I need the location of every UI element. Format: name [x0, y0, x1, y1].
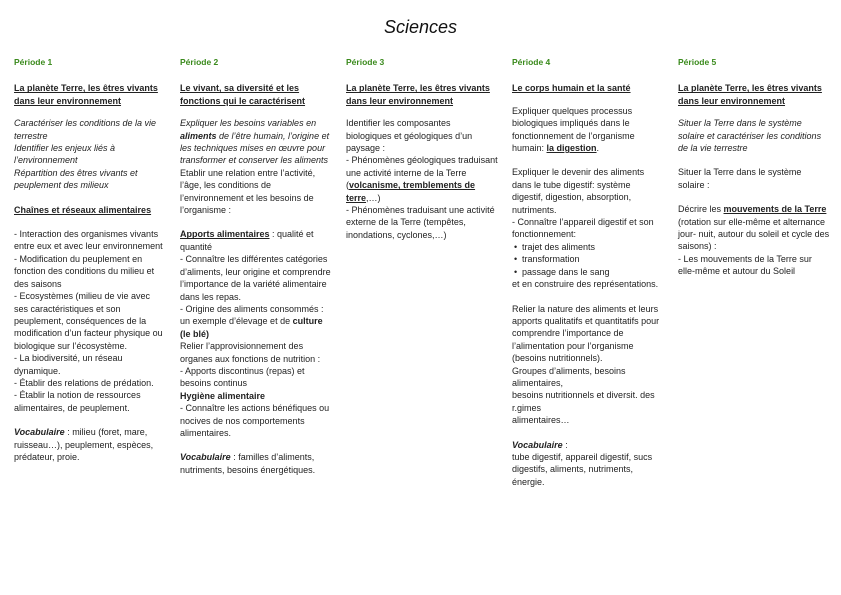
paragraph: Situer la Terre dans le système solaire : — [678, 167, 802, 190]
periode-heading: Période 5 — [678, 57, 717, 67]
column-periode-4 — [512, 56, 664, 488]
bullet-list — [512, 241, 664, 278]
column-periode-1 — [14, 56, 166, 463]
theme-heading: Le corps humain et la santé — [512, 83, 631, 94]
paragraph: - Connaître l’appareil digestif et son fonctionnement: — [512, 217, 654, 240]
paragraph: Décrire les mouvements de la Terre (rotation sur elle-même et alternance jour- nuit, autour du soleil et cycle des saisons) : — [678, 204, 830, 252]
list-item: • passage dans le sang — [512, 266, 664, 278]
list-item: - Phénomènes géologiques traduisant une activité interne de la Terre (volcanisme, tremblements de terre,…) — [346, 155, 498, 203]
column-periode-2 — [180, 56, 332, 476]
list-item: - Interaction des organismes vivants entre eux et avec leur environnement — [14, 229, 163, 252]
periode-heading: Période 3 — [346, 57, 385, 67]
theme-heading: La planète Terre, les êtres vivants dans leur environnement — [14, 83, 158, 106]
list-item: - Connaître les actions bénéfiques ou nocives de nos comportements alimentaires. — [180, 403, 330, 438]
sub-heading: Chaînes et réseaux alimentaires — [14, 204, 152, 215]
list-item: - Connaître les différentes catégories d’aliments, leur origine et comprendre l’importance de la variété alimentaire dans les repas. — [180, 254, 331, 302]
paragraph: besoins nutritionnels et diversit. des r.gimes — [512, 390, 655, 413]
paragraph: Relier la nature des aliments et leurs apports qualitatifs et quantitatifs pour comprendre l’importance de l’alimentation pour l’organisme (besoins nutritionnels). — [512, 303, 660, 364]
theme-heading: Le vivant, sa diversité et les fonctions qui le caractérisent — [180, 83, 306, 106]
list-item: - Apports discontinus (repas) et besoins continus — [180, 365, 305, 389]
column-periode-5 — [678, 56, 830, 278]
list-item: Relier l’approvisionnement des organes aux fonctions de nutrition : — [180, 341, 321, 364]
list-item: - Établir la notion de ressources alimentaires, de peuplement. — [14, 390, 141, 413]
list-item: - Modification du peuplement en fonction des conditions du milieu et des saisons — [14, 253, 155, 289]
paragraph: alimentaires… — [512, 415, 570, 426]
list-item: - Origine des aliments consommés : un exemple d’élevage et de culture (le blé) — [180, 303, 324, 339]
intro-line: Identifier les enjeux liés à l’environnement — [14, 143, 116, 166]
intro-line: Répartition des êtres vivants et peuplement des milieux — [14, 167, 138, 191]
column-periode-3 — [346, 56, 498, 241]
list-item: - Ecosystèmes (milieu de vie avec ses caractéristiques et son peuplement, conséquences de la modification d’un facteur physique ou biologique sur l’écosystème. — [14, 291, 163, 351]
paragraph: Groupes d’aliments, besoins alimentaires, — [512, 365, 626, 388]
vocab-label: Vocabulaire — [14, 427, 65, 438]
list-item: - Les mouvements de la Terre sur elle-même et autour du Soleil — [678, 253, 812, 277]
paragraph: et en construire des représentations. — [512, 279, 659, 290]
paragraph: Expliquer le devenir des aliments dans le tube digestif: système digestif, digestion, absorption, nutriments. — [512, 167, 645, 215]
list-item: - La biodiversité, un réseau dynamique. — [14, 353, 123, 376]
vocab-text: tube digestif, appareil digestif, sucs digestifs, aliments, nutriments, énergie. — [512, 451, 653, 487]
list-item: • trajet des aliments — [512, 241, 664, 253]
list-item: - Phénomènes traduisant une activité externe de la Terre (tempêtes, inondations, cyclones,…) — [346, 205, 495, 240]
periode-heading: Période 4 — [512, 57, 551, 67]
intro-line: Caractériser les conditions de la vie terrestre — [14, 118, 157, 141]
intro-text: Identifier les composantes biologiques et géologiques d’un paysage : — [346, 118, 473, 154]
vocabulary — [14, 426, 166, 463]
intro-text-2: Etablir une relation entre l’activité, l’âge, les conditions de l’environnement et les besoins de l’organisme : — [180, 167, 316, 216]
theme-heading: La planète Terre, les êtres vivants dans leur environnement — [678, 83, 822, 106]
vocab-text: : milieu (foret, mare, ruisseau…), peuplement, espèces, prédateur, proie. — [14, 427, 154, 462]
intro-text: Expliquer quelques processus biologiques impliqués dans le fonctionnement de l’organisme humain: la digestion. — [512, 105, 635, 154]
page-title: Sciences — [383, 17, 458, 37]
vocabulary: Vocabulaire : — [512, 439, 568, 450]
periode-heading: Période 2 — [180, 57, 219, 67]
list-item: - Établir des relations de prédation. — [14, 377, 154, 388]
list-item: • transformation — [512, 253, 664, 265]
theme-heading: La planète Terre, les êtres vivants dans leur environnement — [346, 83, 490, 106]
periode-heading: Période 1 — [14, 57, 53, 67]
intro-text: Situer la Terre dans le système solaire et caractériser les conditions de la vie terrestre — [678, 118, 822, 154]
vocabulary: Vocabulaire : familles d’aliments, nutriments, besoins énergétiques. — [180, 452, 316, 475]
intro-text: Expliquer les besoins variables en aliments de l’être humain, l’origine et les techniques mises en œuvre pour transformer et conserver les aliments — [180, 118, 330, 166]
sub-heading: Apports alimentaires : qualité et quantité — [180, 229, 314, 252]
sub-heading: Hygiène alimentaire — [180, 390, 266, 401]
